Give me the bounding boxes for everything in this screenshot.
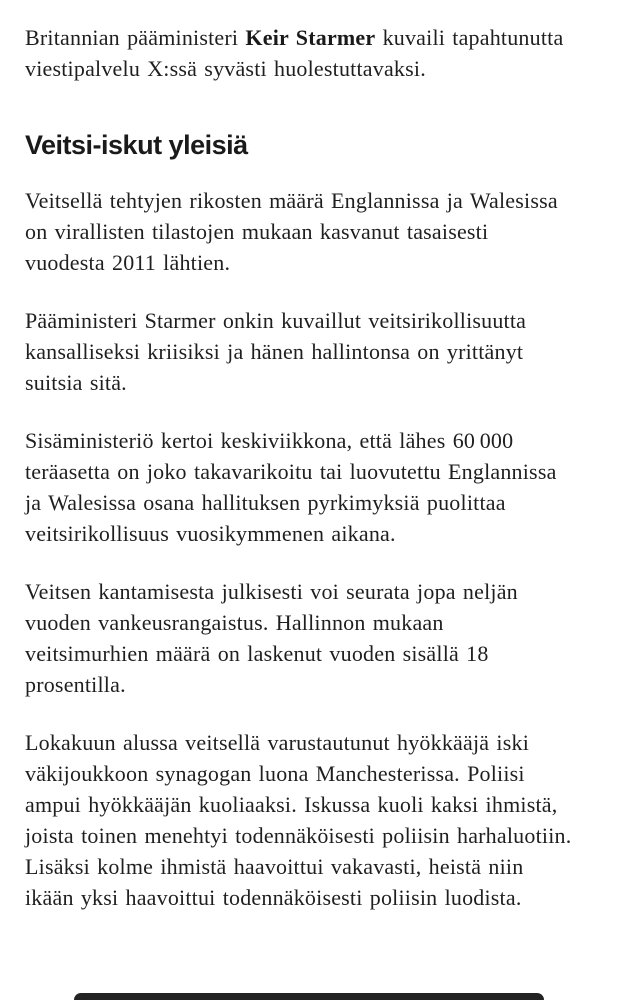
intro-paragraph — [25, 22, 573, 84]
intro-text-after: kuvaili tapahtunutta viestipalvelu X:ssä syvästi huolestuttavaksi. — [25, 25, 564, 81]
body-paragraph: Veitsen kantamisesta julkisesti voi seurata jopa neljän vuoden vankeusrangaistus. Hallinnon mukaan veitsimurhien määrä on laskenut vuoden sisällä 18 prosentilla. — [25, 579, 518, 698]
body-paragraph: Veitsellä tehtyjen rikosten määrä Englannissa ja Walesissa on virallisten tilastojen mukaan kasvanut tasaisesti vuodesta 2011 lähtien. — [25, 188, 558, 276]
person-name: Keir Starmer — [245, 25, 376, 50]
body-paragraph: Sisäministeriö kertoi keskiviikkona, että lähes 60 000 teräasetta on joko takavarikoitu tai luovutettu Englannissa ja Walesissa osana hallituksen pyrkimyksiä puolittaa veitsirikollisuus vuosikymmenen aikana. — [25, 428, 557, 547]
section-heading: Veitsi-iskut yleisiä — [25, 130, 248, 160]
intro-text-before: Britannian pääministeri — [25, 25, 246, 50]
media-embed-top-edge — [74, 993, 544, 1000]
body-paragraph: Pääministeri Starmer onkin kuvaillut veitsirikollisuutta kansalliseksi kriisiksi ja hänen hallintonsa on yrittänyt suitsia sitä. — [25, 308, 527, 396]
body-paragraph: Lokakuun alussa veitsellä varustautunut hyökkääjä iski väkijoukkoon synagogan luona Manchesterissa. Poliisi ampui hyökkääjän kuoliaaksi. Iskussa kuoli kaksi ihmistä, joista toinen menehtyi todennäköisesti poliisin harhaluotiin. Lisäksi kolme ihmistä haavoittui vakavasti, heistä niin ikään yksi haavoittui todennäköisesti poliisin luodista. — [25, 730, 572, 911]
